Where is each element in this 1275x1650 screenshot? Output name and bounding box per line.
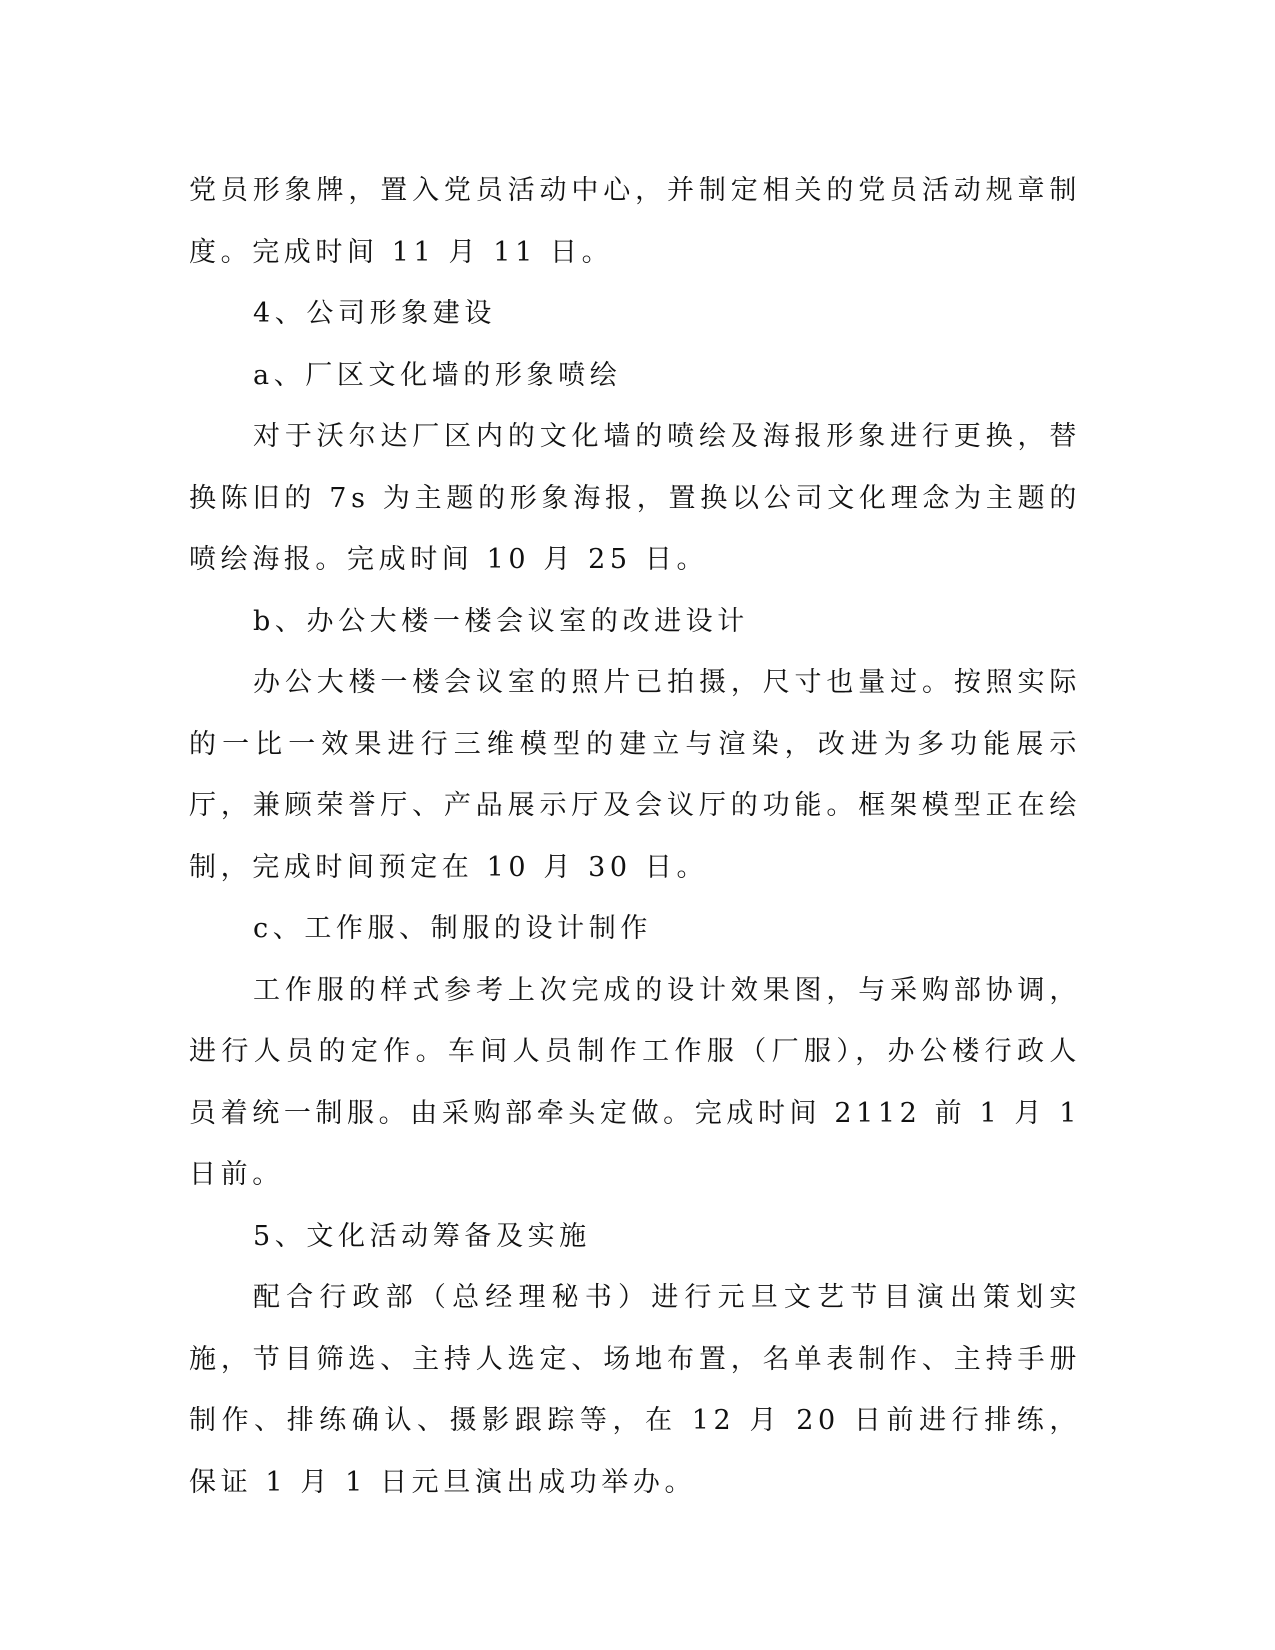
document-body (189, 160, 1081, 1513)
subheading-meeting-room: b、办公大楼一楼会议室的改进设计 (253, 605, 749, 637)
paragraph-meeting-room: 办公大楼一楼会议室的照片已拍摄，尺寸也量过。按照实际的一比一效果进行三维模型的建立与渲染，改进为多功能展示厅，兼顾荣誉厅、产品展示厅及会议厅的功能。框架模型正在绘制，完成时间预定在 10 月 30 日。 (189, 667, 1081, 883)
subheading-uniform: c、工作服、制服的设计制作 (253, 913, 652, 944)
paragraph-culture-activity: 配合行政部（总经理秘书）进行元旦文艺节目演出策划实施，节目筛选、主持人选定、场地布置，名单表制作、主持手册制作、排练确认、摄影跟踪等，在 12 月 20 日前进行排练，保证 1 月 1 日元旦演出成功举办。 (189, 1282, 1081, 1498)
heading-culture-activity: 5、文化活动筹备及实施 (253, 1220, 591, 1252)
paragraph-culture-wall: 对于沃尔达厂区内的文化墙的喷绘及海报形象进行更换，替换陈旧的 7s 为主题的形象海报，置换以公司文化理念为主题的喷绘海报。完成时间 10 月 25 日。 (189, 421, 1081, 575)
paragraph-uniform: 工作服的样式参考上次完成的设计效果图，与采购部协调，进行人员的定作。车间人员制作工作服（厂服），办公楼行政人员着统一制服。由采购部牵头定做。完成时间 2112 前 1 月 1 日前。 (189, 974, 1081, 1190)
heading-company-image: 4、公司形象建设 (253, 298, 496, 329)
subheading-culture-wall: a、厂区文化墙的形象喷绘 (253, 359, 622, 391)
paragraph-party-member-sign: 党员形象牌，置入党员活动中心，并制定相关的党员活动规章制度。完成时间 11 月 11 日。 (189, 175, 1081, 268)
